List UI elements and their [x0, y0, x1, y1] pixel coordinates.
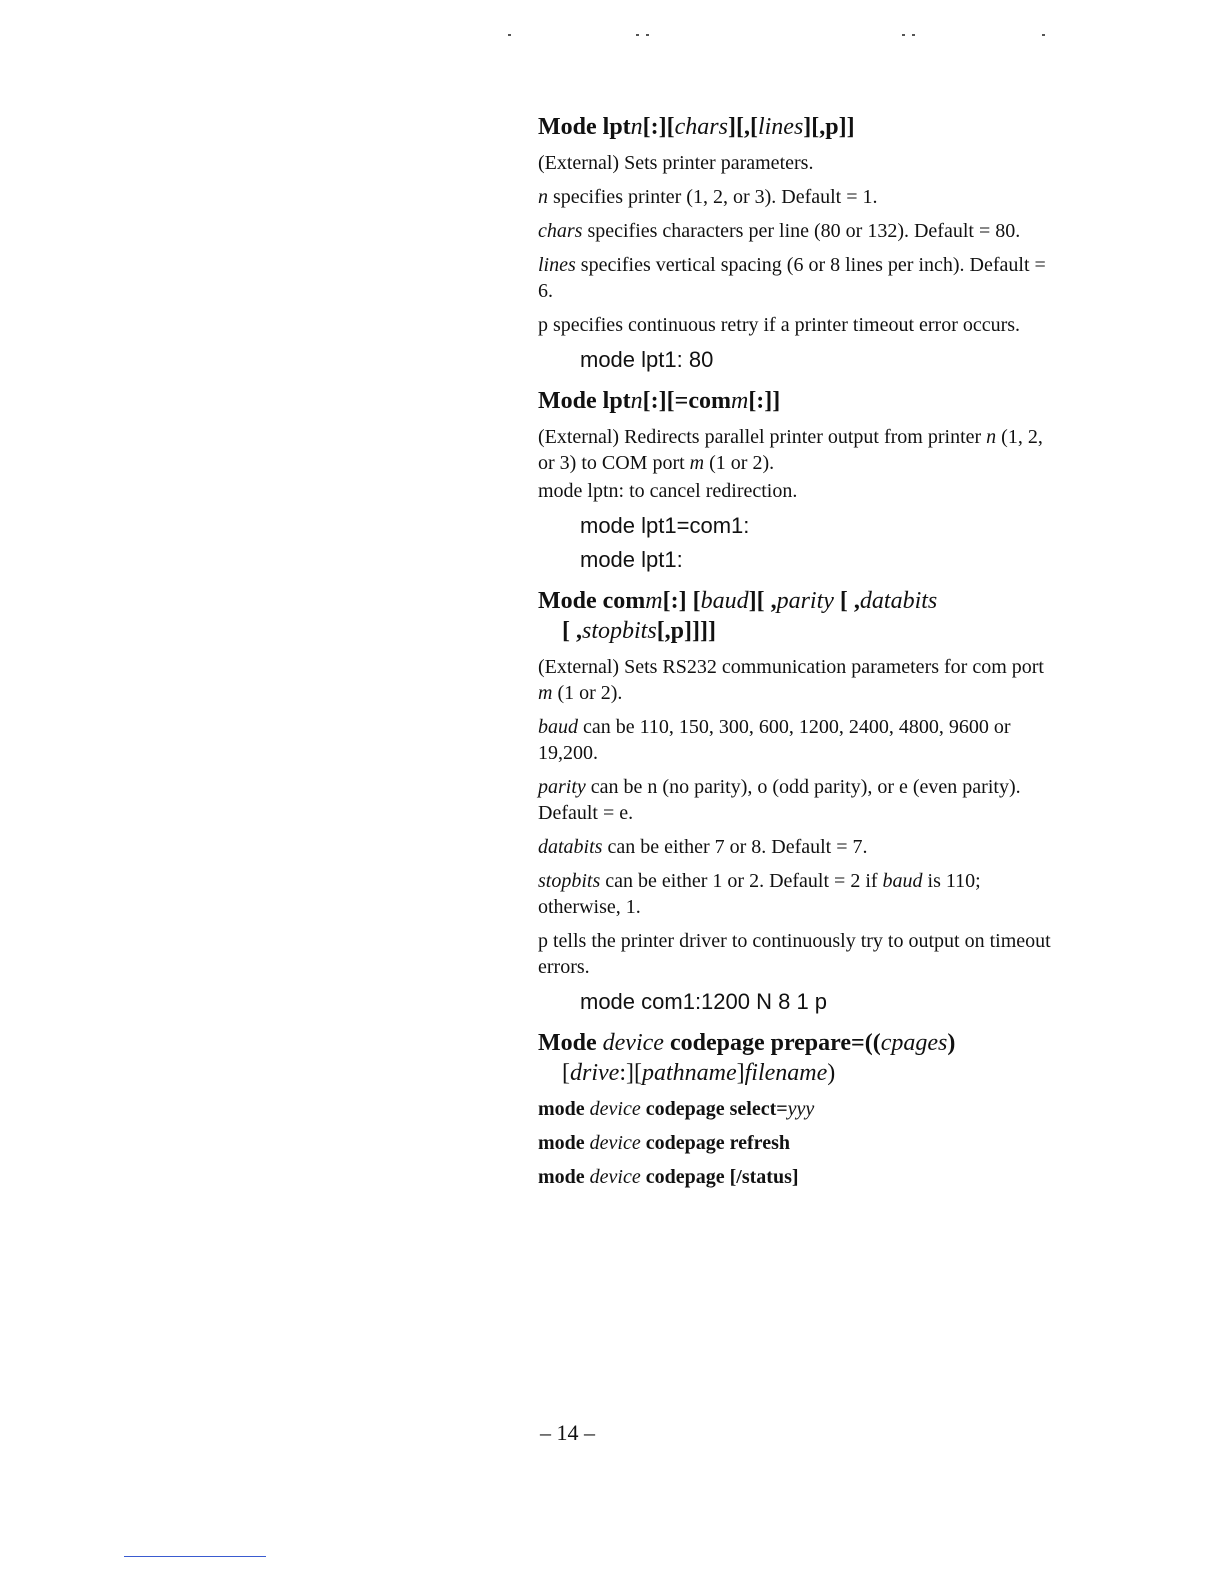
param-parity: parity can be n (no parity), o (odd parity), or e (even parity). Default = e.	[538, 776, 1021, 824]
example-command: mode lpt1: 80	[580, 347, 714, 372]
heading-mode-codepage: Mode device codepage prepare=((cpages)	[538, 1030, 956, 1056]
scan-mark	[1042, 34, 1045, 36]
param-chars: chars specifies characters per line (80 or 132). Default = 80.	[538, 220, 1021, 242]
page-number: – 14 –	[540, 1420, 595, 1445]
scan-mark	[646, 34, 649, 36]
description: (External) Sets printer parameters.	[538, 152, 814, 174]
page-column	[538, 112, 1058, 1198]
scan-mark	[912, 34, 915, 36]
heading-mode-com-cont: [ ,stopbits[,p]]]]	[562, 618, 716, 644]
example-command: mode lpt1:	[580, 547, 683, 572]
scan-mark	[508, 34, 511, 36]
param-stopbits: stopbits can be either 1 or 2. Default = 2 if baud is 110; otherwise, 1.	[538, 870, 981, 918]
param-lines: lines specifies vertical spacing (6 or 8 lines per inch). Default = 6.	[538, 254, 1046, 302]
description: (External) Sets RS232 communication parameters for com port m (1 or 2).	[538, 656, 1044, 704]
param-p: p tells the printer driver to continuously try to output on timeout errors.	[538, 930, 1051, 978]
param-baud: baud can be 110, 150, 300, 600, 1200, 2400, 4800, 9600 or 19,200.	[538, 716, 1011, 764]
codepage-status: mode device codepage [/status]	[538, 1166, 799, 1188]
heading-mode-com: Mode comm[:] [baud][ ,parity [ ,databits	[538, 588, 938, 614]
scan-mark	[902, 34, 905, 36]
codepage-refresh: mode device codepage refresh	[538, 1132, 790, 1154]
param-p: p specifies continuous retry if a printer timeout error occurs.	[538, 314, 1021, 336]
heading-mode-codepage-cont: [drive:][pathname]filename)	[562, 1060, 836, 1086]
bottom-rule	[124, 1556, 266, 1557]
param-databits: databits can be either 7 or 8. Default = 7.	[538, 836, 868, 858]
example-command: mode lpt1=com1:	[580, 513, 750, 538]
param-n: n specifies printer (1, 2, or 3). Default = 1.	[538, 186, 878, 208]
scan-mark	[636, 34, 639, 36]
cancel-note: mode lptn: to cancel redirection.	[538, 480, 798, 502]
example-command: mode com1:1200 N 8 1 p	[580, 989, 828, 1014]
heading-mode-lpt-chars: Mode lptn[:][chars][,[lines][,p]]	[538, 114, 855, 140]
heading-mode-lpt-com: Mode lptn[:][=comm[:]]	[538, 388, 781, 414]
codepage-select: mode device codepage select=yyy	[538, 1098, 815, 1120]
description: (External) Redirects parallel printer output from printer n (1, 2, or 3) to COM port m (1 or 2).	[538, 426, 1043, 474]
